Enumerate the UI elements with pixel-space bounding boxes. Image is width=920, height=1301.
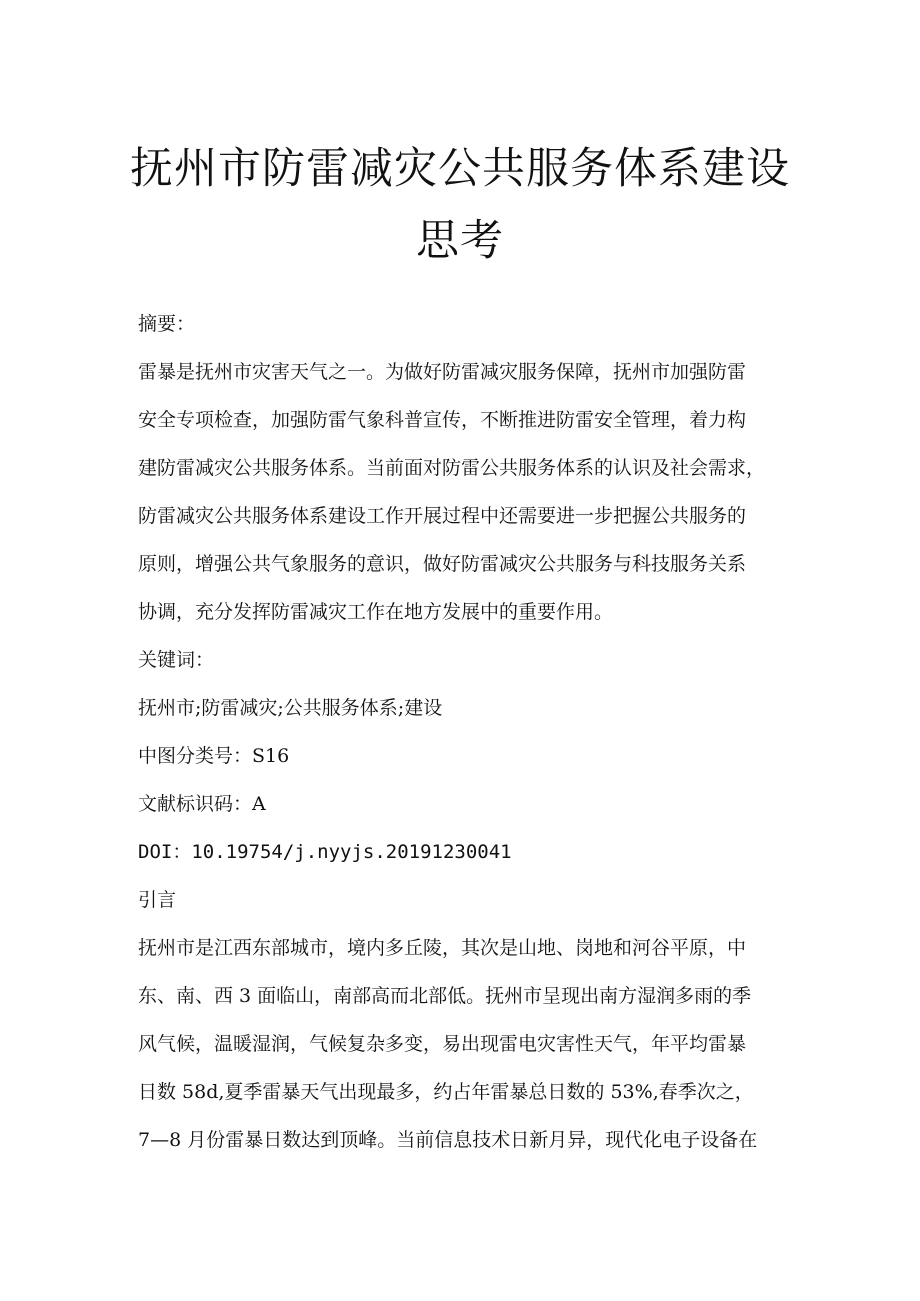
document-code: 文献标识码：A (138, 793, 266, 815)
intro-line: 抚州市是江西东部城市，境内多丘陵，其次是山地、岗地和河谷平原，中 (138, 937, 747, 959)
doi-text: DOI：10.19754/j.nyyjs.20191230041 (138, 841, 512, 863)
abstract-line: 雷暴是抚州市灾害天气之一。为做好防雷减灾服务保障，抚州市加强防雷 (138, 361, 747, 383)
abstract-line: 防雷减灾公共服务体系建设工作开展过程中还需要进一步把握公共服务的 (138, 505, 747, 527)
clc-number: 中图分类号：S16 (138, 745, 290, 767)
abstract-label: 摘要： (138, 313, 196, 335)
document-title-line-1: 抚州市防雷减灾公共服务体系建设 (130, 144, 790, 194)
abstract-line: 建防雷减灾公共服务体系。当前面对防雷公共服务体系的认识及社会需求， (138, 457, 766, 479)
intro-heading: 引言 (138, 889, 177, 911)
abstract-line: 安全专项检查，加强防雷气象科普宣传，不断推进防雷安全管理，着力构 (138, 409, 747, 431)
abstract-line: 协调，充分发挥防雷减灾工作在地方发展中的重要作用。 (138, 601, 614, 623)
intro-line: 东、南、西 3 面临山，南部高而北部低。抚州市呈现出南方湿润多雨的季 (138, 985, 752, 1007)
keywords-text: 抚州市;防雷减灾;公共服务体系;建设 (138, 697, 443, 719)
document-title-line-2: 思考 (416, 216, 504, 266)
intro-line: 日数 58d,夏季雷暴天气出现最多，约占年雷暴总日数的 53%,春季次之， (138, 1081, 754, 1103)
keywords-label: 关键词： (138, 649, 215, 671)
abstract-line: 原则，增强公共气象服务的意识，做好防雷减灾公共服务与科技服务关系 (138, 553, 747, 575)
intro-line: 7—8 月份雷暴日数达到顶峰。当前信息技术日新月异，现代化电子设备在 (138, 1129, 758, 1151)
intro-line: 风气候，温暖湿润，气候复杂多变，易出现雷电灾害性天气，年平均雷暴 (138, 1033, 747, 1055)
